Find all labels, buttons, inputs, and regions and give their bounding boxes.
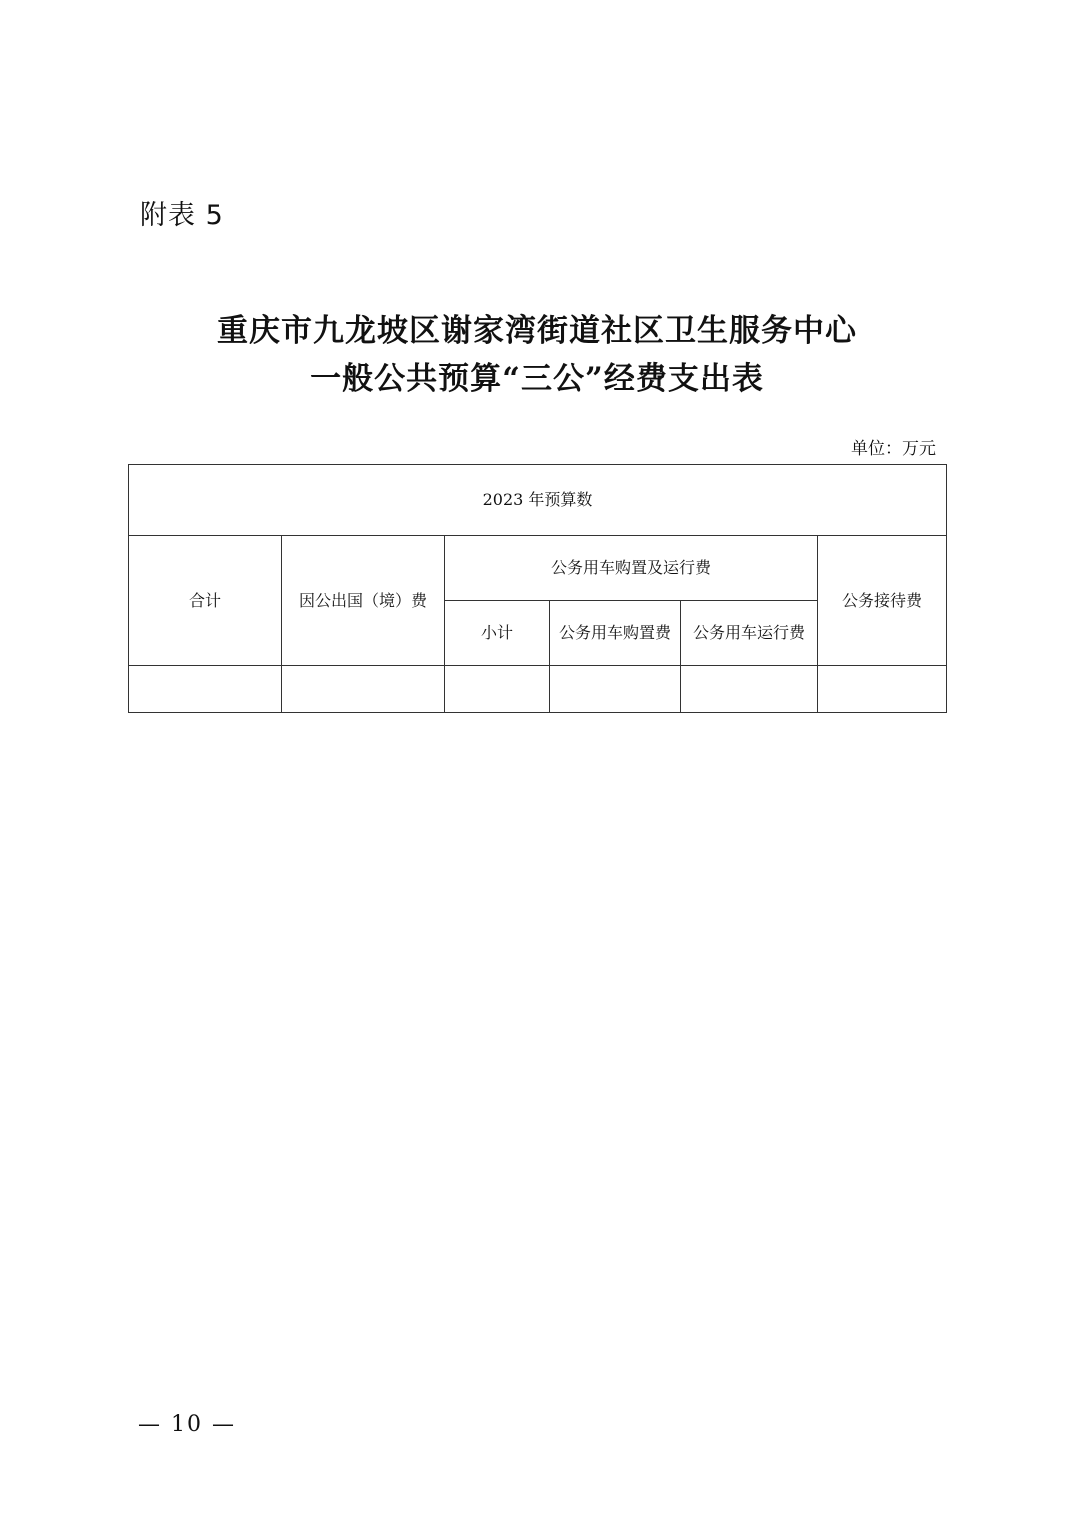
col-vehicle-group-header: 公务用车购置及运行费 xyxy=(445,536,818,601)
cell-total xyxy=(129,666,282,713)
document-title-line1: 重庆市九龙坡区谢家湾街道社区卫生服务中心 xyxy=(217,313,857,349)
cell-vehicle-purchase xyxy=(550,666,681,713)
document-title-line2: 一般公共预算“三公”经费支出表 xyxy=(310,361,764,397)
col-vehicle-purchase-header: 公务用车购置费 xyxy=(550,601,681,666)
unit-label: 单位：万元 xyxy=(851,439,936,459)
col-reception-header: 公务接待费 xyxy=(818,536,947,666)
col-vehicle-operation-header: 公务用车运行费 xyxy=(681,601,818,666)
col-total-header: 合计 xyxy=(129,536,282,666)
col-abroad-header: 因公出国（境）费 xyxy=(282,536,445,666)
cell-reception xyxy=(818,666,947,713)
table-row xyxy=(129,666,947,713)
page-number: — 10 — xyxy=(138,1412,236,1437)
cell-vehicle-operation xyxy=(681,666,818,713)
header-year-cell: 2023 年预算数 xyxy=(129,465,947,536)
cell-abroad xyxy=(282,666,445,713)
col-subtotal-header: 小计 xyxy=(445,601,550,666)
attachment-label: 附表 5 xyxy=(140,200,224,231)
three-public-expenses-table xyxy=(128,464,947,713)
cell-subtotal xyxy=(445,666,550,713)
